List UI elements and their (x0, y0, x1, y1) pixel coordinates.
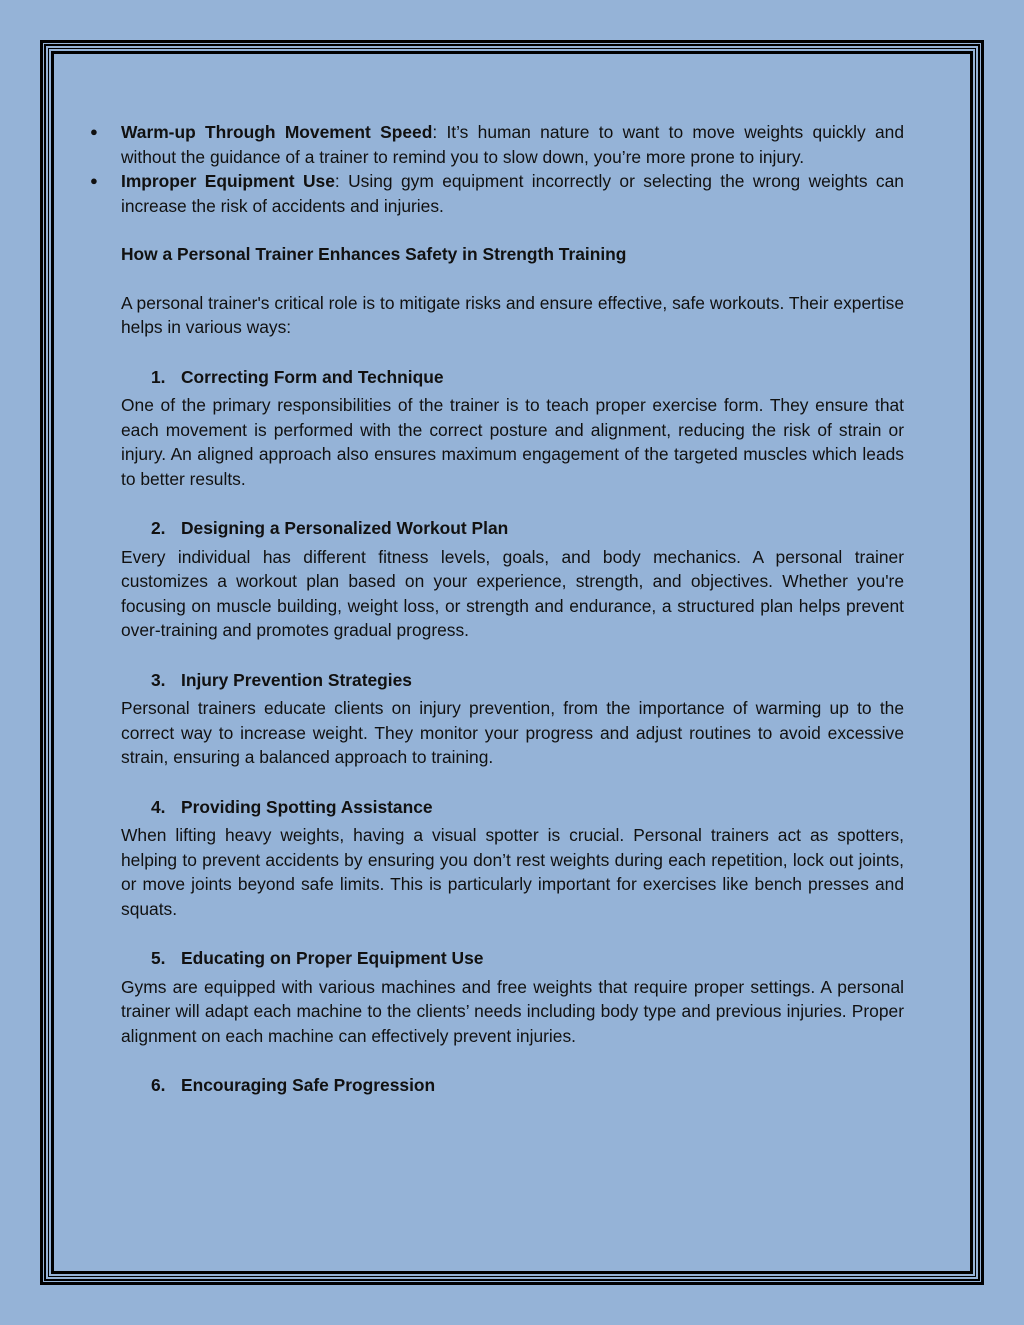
bullet-item (90, 169, 904, 218)
section-body: One of the primary responsibilities of the trainer is to teach proper exercise form. They ensure that each movement is performed with the correct posture and alignment, reducing the risk of strain or injury. An aligned approach also ensures maximum engagement of the targeted muscles which leads to better results. (121, 395, 904, 489)
section-title-text: Correcting Form and Technique (181, 366, 444, 387)
section-number: 1. (151, 366, 166, 387)
section-body: Gyms are equipped with various machines and free weights that require proper settings. A personal trainer will adapt each machine to the clients’ needs including body type and previous injuries. Proper alignment on each machine can effectively prevent injuries. (121, 976, 904, 1046)
section-title (121, 795, 904, 820)
bullet-text: : It’s human nature to want to move weights quickly and without the guidance of a trainer to remind you to slow down, you’re more prone to injury. (121, 122, 904, 167)
section-number: 6. (151, 1075, 166, 1095)
bullet-term: Improper Equipment Use (121, 171, 335, 191)
section-title-text: Designing a Personalized Workout Plan (181, 518, 509, 538)
section-body: Every individual has different fitness levels, goals, and body mechanics. A personal trainer customizes a workout plan based on your experience, strength, and objectives. Whether you're focusing on muscle building, weight loss, or strength and endurance, a structured plan helps prevent over-training and promotes gradual progress. (121, 546, 904, 640)
risk-bullet-list (90, 120, 904, 218)
section-title (121, 516, 904, 541)
section-heading: How a Personal Trainer Enhances Safety in Strength Training (121, 244, 627, 264)
section-body: When lifting heavy weights, having a visual spotter is crucial. Personal trainers act as spotters, helping to prevent accidents by ensuring you don’t rest weights during each repetition, lock out joints, or move joints beyond safe limits. This is particularly important for exercises like bench presses and squats. (121, 825, 904, 919)
section-number: 2. (151, 518, 166, 538)
bullet-dot-icon: ● (90, 124, 98, 139)
section-title-text: Injury Prevention Strategies (181, 669, 412, 690)
section-number: 3. (151, 669, 166, 690)
bullet-item (90, 120, 904, 169)
bullet-dot-icon: ● (90, 173, 98, 188)
section-title-text: Providing Spotting Assistance (181, 796, 433, 817)
section-number: 5. (151, 948, 166, 968)
section-title (121, 1073, 904, 1098)
bullet-term: Warm-up Through Movement Speed (121, 122, 433, 142)
section-title (121, 365, 904, 390)
document-content (90, 120, 904, 1102)
section-title (121, 946, 904, 971)
section-title-text: Educating on Proper Equipment Use (181, 948, 484, 968)
section-title (121, 668, 904, 693)
section-number: 4. (151, 796, 166, 817)
section-body: Personal trainers educate clients on injury prevention, from the importance of warming up to the correct way to increase weight. They monitor your progress and adjust routines to avoid excessive strain, ensuring a balanced approach to training. (121, 698, 904, 767)
section-title-text: Encouraging Safe Progression (181, 1075, 436, 1095)
intro-paragraph: A personal trainer's critical role is to mitigate risks and ensure effective, safe workouts. Their expertise helps in various ways: (121, 292, 904, 337)
bullet-text: : Using gym equipment incorrectly or selecting the wrong weights can increase the risk of accidents and injuries. (121, 171, 904, 216)
